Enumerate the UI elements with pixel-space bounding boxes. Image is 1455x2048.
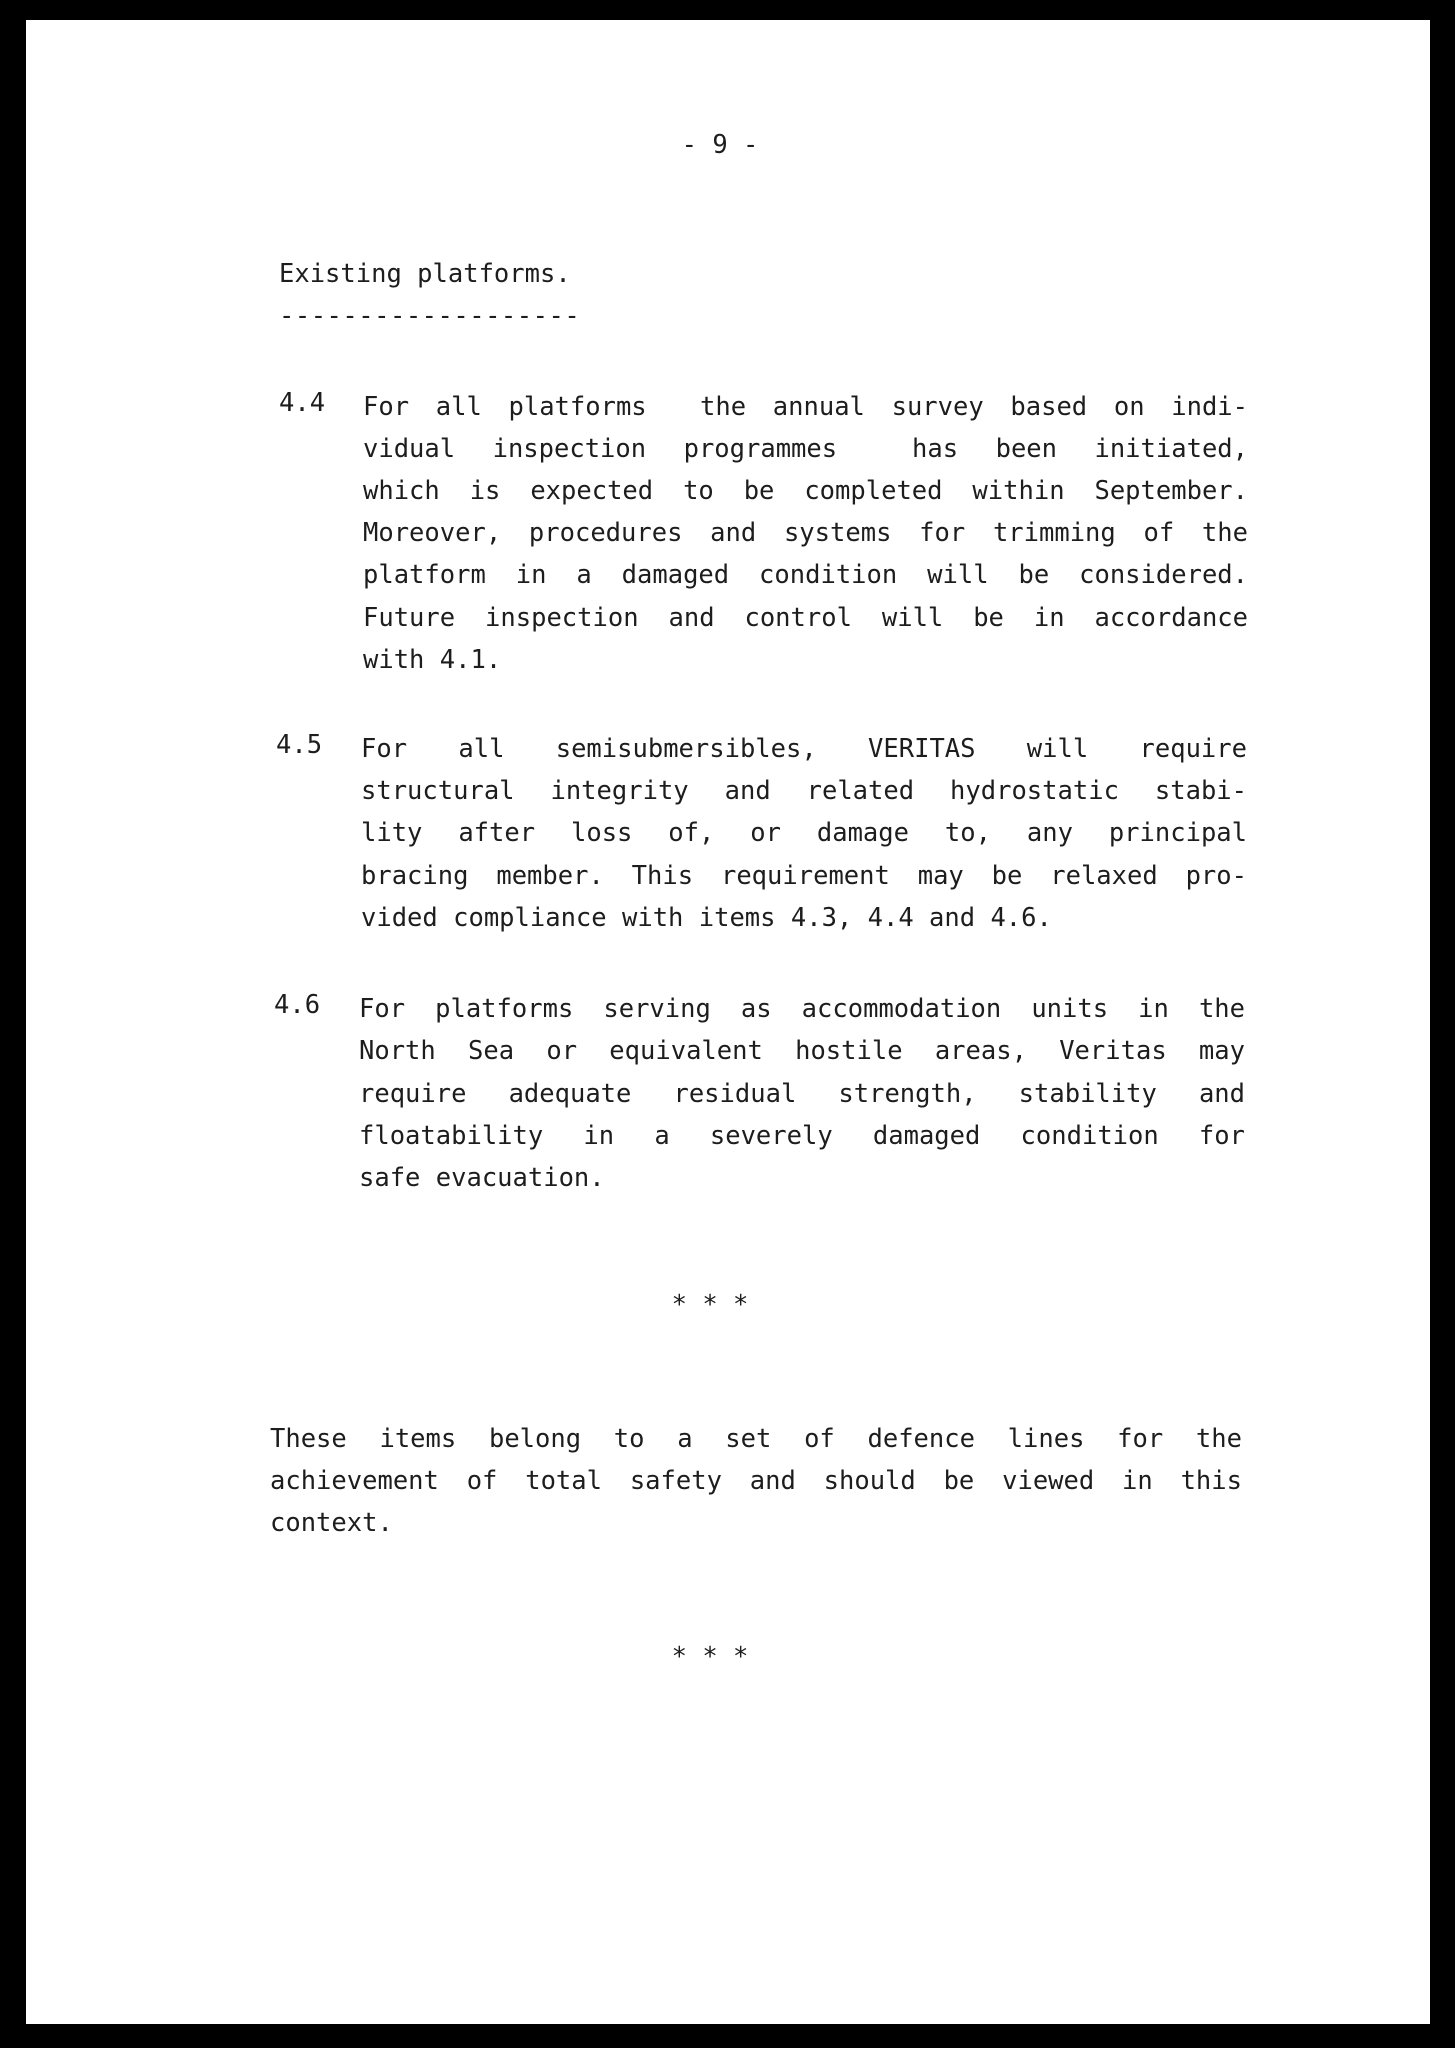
item-line: platform in a damaged condition will be considered. (363, 560, 1248, 590)
item-line: North Sea or equivalent hostile areas, Veritas may (359, 1036, 1245, 1066)
heading-underline: ------------------- (279, 301, 581, 331)
section-separator: * * * (671, 1642, 749, 1672)
item-line: vided compliance with items 4.3, 4.4 and 4.6. (361, 903, 1052, 933)
item-line: require adequate residual strength, stability and (359, 1079, 1245, 1109)
item-line: with 4.1. (363, 645, 502, 675)
item-number: 4.5 (276, 730, 323, 760)
item-line: vidual inspection programmes has been initiated, (363, 434, 1248, 464)
item-line: safe evacuation. (359, 1163, 605, 1193)
item-line: lity after loss of, or damage to, any principal (361, 818, 1247, 848)
item-line: which is expected to be completed within September. (363, 476, 1248, 506)
section-heading: Existing platforms. (279, 259, 571, 289)
item-line: structural integrity and related hydrostatic stabi- (361, 776, 1247, 806)
page-number: - 9 - (681, 130, 759, 160)
closing-line: context. (270, 1508, 393, 1538)
item-number: 4.6 (274, 990, 321, 1020)
item-line: For all platforms the annual survey based on indi- (363, 392, 1248, 422)
closing-line: These items belong to a set of defence lines for the (270, 1424, 1242, 1454)
item-line: floatability in a severely damaged condition for (359, 1121, 1245, 1151)
section-separator: * * * (671, 1290, 749, 1320)
item-line: For platforms serving as accommodation units in the (359, 994, 1245, 1024)
item-line: bracing member. This requirement may be relaxed pro- (361, 861, 1247, 891)
item-number: 4.4 (279, 388, 326, 418)
item-line: For all semisubmersibles, VERITAS will require (361, 734, 1247, 764)
closing-line: achievement of total safety and should be viewed in this (270, 1466, 1242, 1496)
item-line: Future inspection and control will be in accordance (363, 603, 1248, 633)
item-line: Moreover, procedures and systems for trimming of the (363, 518, 1248, 548)
